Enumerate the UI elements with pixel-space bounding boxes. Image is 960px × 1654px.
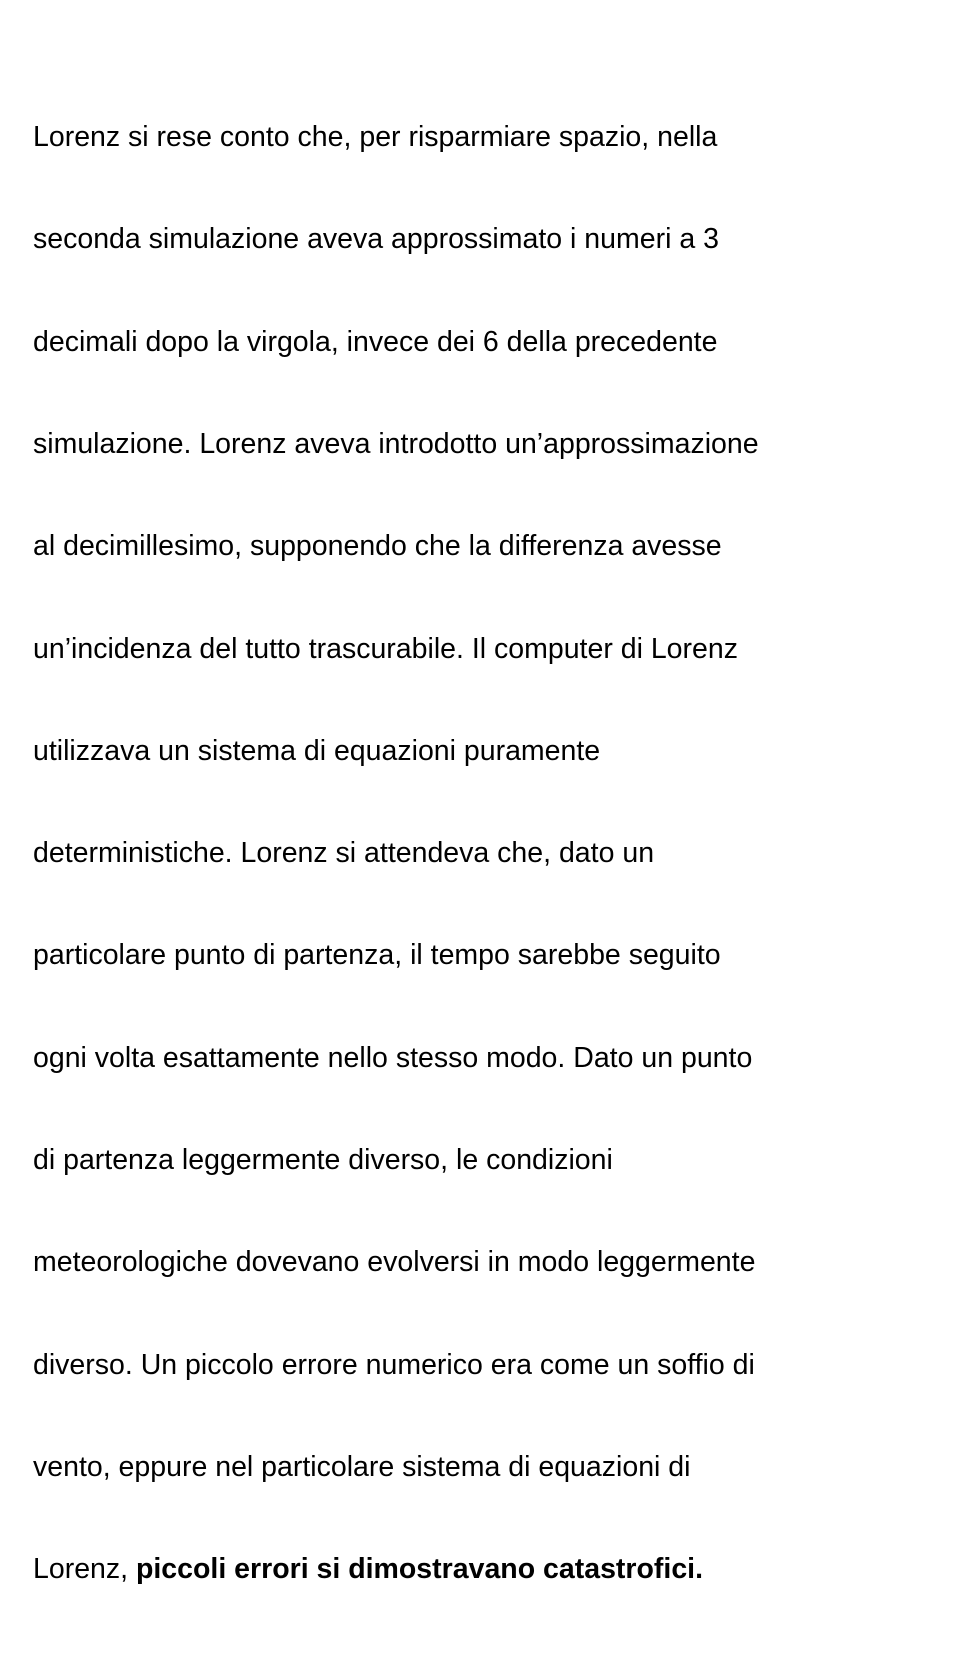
- conclusion-bold: piccoli errori si dimostravano catastrofici.: [135, 1553, 704, 1586]
- text-line-5: al decimillesimo, supponendo che la differenza avesse: [33, 530, 722, 563]
- text-line-8: deterministiche. Lorenz si attendeva che, dato un: [33, 837, 655, 870]
- text-line-14: vento, eppure nel particolare sistema di equazioni di: [33, 1450, 691, 1483]
- text-line-4: simulazione. Lorenz aveva introdotto un’approssimazione: [33, 428, 759, 461]
- text-line-13: diverso. Un piccolo errore numerico era come un soffio di: [33, 1348, 755, 1381]
- text-line-3: decimali dopo la virgola, invece dei 6 della precedente: [33, 325, 718, 358]
- text-line-10: ogni volta esattamente nello stesso modo. Dato un punto: [33, 1041, 753, 1074]
- text-line-1: Lorenz si rese conto che, per risparmiare spazio, nella: [33, 121, 718, 154]
- text-line-11: di partenza leggermente diverso, le condizioni: [33, 1144, 613, 1176]
- text-line-9: particolare punto di partenza, il tempo sarebbe seguito: [33, 939, 721, 972]
- text-line-15: [33, 1552, 938, 1586]
- text-line-12: meteorologiche dovevano evolversi in modo leggermente: [33, 1246, 756, 1279]
- text-line-2: seconda simulazione aveva approssimato i numeri a 3: [33, 223, 719, 256]
- last-line-normal: Lorenz,: [33, 1553, 136, 1586]
- text-line-6: un’incidenza del tutto trascurabile. Il computer di Lorenz: [33, 632, 738, 665]
- text-line-7: utilizzava un sistema di equazioni puramente: [33, 734, 601, 767]
- body-paragraph: [33, 52, 938, 1654]
